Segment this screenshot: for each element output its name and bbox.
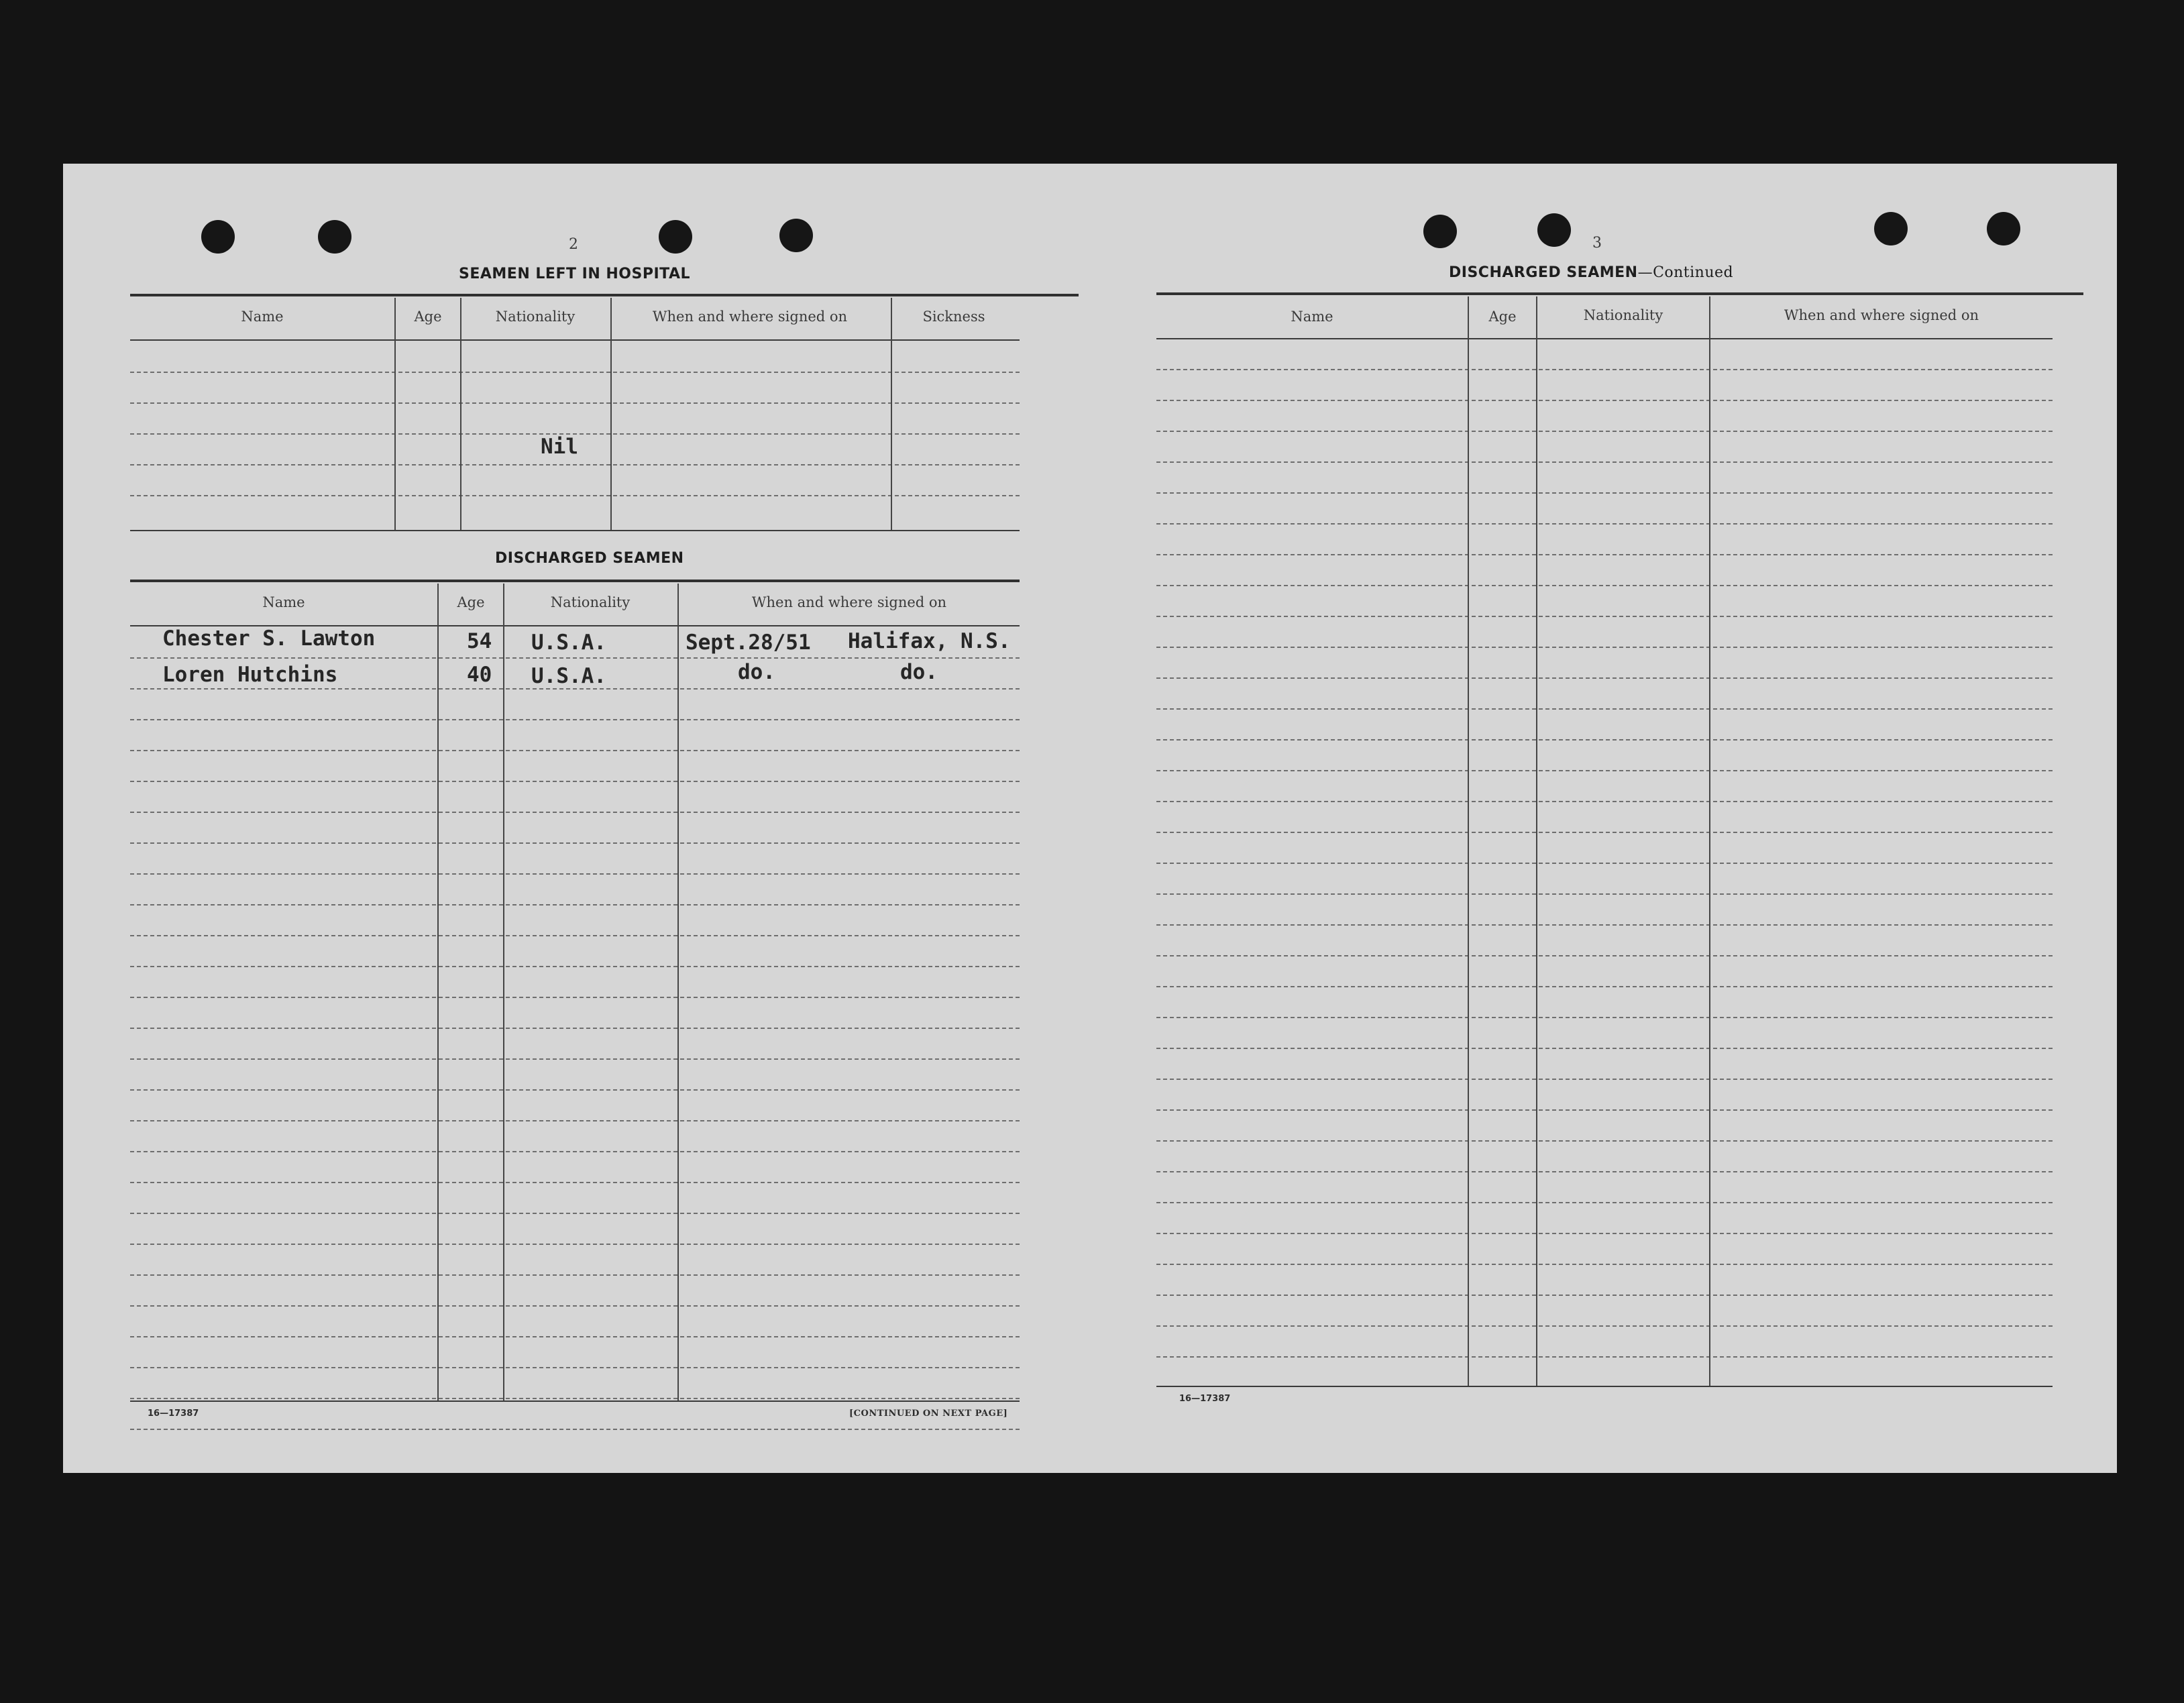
punch-hole [1537, 213, 1571, 247]
hospital-top-rule [130, 294, 1079, 296]
continued-section-title [1449, 264, 1733, 281]
discharged-row-rule [130, 1244, 1020, 1245]
discharged-row-rule [130, 657, 1020, 659]
discharged-row-rule [130, 1058, 1020, 1060]
right-col-divider [1536, 296, 1537, 1386]
right-col-signed-on: When and where signed on [1784, 307, 1979, 323]
hospital-col-divider [394, 298, 396, 530]
right-row-rule [1156, 431, 2053, 432]
right-row-rule [1156, 677, 2053, 679]
seaman-2-name: Loren Hutchins [162, 663, 338, 687]
discharged-row-rule [130, 935, 1020, 936]
hospital-section-title: SEAMEN LEFT IN HOSPITAL [459, 266, 691, 282]
seaman-1-nationality: U.S.A. [531, 630, 606, 655]
right-row-rule [1156, 1171, 2053, 1172]
continued-section-title-suffix: —Continued [1637, 264, 1734, 281]
right-row-rule [1156, 708, 2053, 710]
right-top-rule [1156, 292, 2083, 295]
seaman-1-signed-on-date: Sept.28/51 [686, 630, 811, 655]
discharged-section-title: DISCHARGED SEAMEN [495, 550, 684, 567]
right-row-rule [1156, 1325, 2053, 1327]
hospital-row-rule [130, 372, 1020, 373]
seaman-1-age: 54 [467, 629, 492, 653]
discharged-row-rule [130, 781, 1020, 782]
right-row-rule [1156, 893, 2053, 895]
ledger-sheet [63, 164, 2117, 1473]
discharged-row-rule [130, 688, 1020, 690]
discharged-row-rule [130, 1274, 1020, 1276]
right-row-rule [1156, 647, 2053, 648]
hospital-nil-entry: Nil [541, 435, 578, 459]
discharged-row-rule [130, 1213, 1020, 1214]
right-row-rule [1156, 492, 2053, 494]
right-row-rule [1156, 1079, 2053, 1080]
seaman-1-signed-on-place: Halifax, N.S. [848, 629, 1011, 653]
page-number-right: 3 [1592, 235, 1602, 252]
right-row-rule [1156, 832, 2053, 833]
discharged-row-rule [130, 1151, 1020, 1152]
punch-hole [1423, 215, 1457, 248]
right-header-rule [1156, 338, 2053, 339]
right-row-rule [1156, 369, 2053, 370]
right-col-divider [1468, 296, 1469, 1386]
right-row-rule [1156, 1017, 2053, 1018]
discharged-col-signed-on: When and where signed on [751, 594, 947, 610]
right-row-rule [1156, 955, 2053, 956]
hospital-col-signed-on: When and where signed on [652, 309, 848, 325]
hospital-col-age: Age [414, 309, 442, 325]
hospital-col-divider [891, 298, 892, 530]
discharged-row-rule [130, 1336, 1020, 1337]
discharged-row-rule [130, 966, 1020, 967]
right-col-name: Name [1291, 309, 1333, 325]
seaman-2-age: 40 [467, 663, 492, 687]
seaman-2-signed-on-place: do. [900, 660, 938, 684]
hospital-col-divider [460, 298, 461, 530]
discharged-row-rule [130, 1028, 1020, 1029]
punch-hole [1987, 212, 2020, 245]
discharged-row-rule [130, 904, 1020, 905]
discharged-row-rule [130, 997, 1020, 998]
punch-hole [659, 220, 692, 254]
right-row-rule [1156, 585, 2053, 586]
hospital-row-rule [130, 495, 1020, 496]
discharged-row-rule [130, 873, 1020, 875]
hospital-col-nationality: Nationality [495, 309, 576, 325]
punch-hole [779, 219, 813, 252]
discharged-row-rule [130, 1182, 1020, 1183]
discharged-row-rule [130, 719, 1020, 720]
right-row-rule [1156, 863, 2053, 864]
right-bottom-rule [1156, 1386, 2053, 1387]
page-number-left: 2 [569, 236, 578, 253]
discharged-col-name: Name [262, 594, 305, 610]
form-code-right: 16—17387 [1179, 1394, 1231, 1404]
continued-section-title-main: DISCHARGED SEAMEN [1449, 264, 1638, 281]
right-col-divider [1709, 296, 1710, 1386]
discharged-top-rule [130, 580, 1020, 582]
punch-hole [201, 220, 235, 254]
discharged-row-rule [130, 812, 1020, 813]
right-col-age: Age [1488, 309, 1517, 325]
continued-note: [CONTINUED ON NEXT PAGE] [849, 1409, 1008, 1419]
right-row-rule [1156, 1356, 2053, 1358]
right-row-rule [1156, 400, 2053, 401]
right-col-nationality: Nationality [1583, 307, 1663, 323]
discharged-col-divider [437, 584, 439, 1400]
right-row-rule [1156, 770, 2053, 771]
right-row-rule [1156, 1048, 2053, 1049]
seaman-2-signed-on-date: do. [738, 660, 775, 684]
right-row-rule [1156, 616, 2053, 617]
right-row-rule [1156, 1264, 2053, 1265]
hospital-col-sickness: Sickness [922, 309, 985, 325]
seaman-1-name: Chester S. Lawton [162, 626, 376, 651]
right-row-rule [1156, 924, 2053, 926]
discharged-col-nationality: Nationality [550, 594, 631, 610]
seaman-2-nationality: U.S.A. [531, 664, 606, 688]
punch-hole [1874, 212, 1908, 245]
discharged-row-rule [130, 1089, 1020, 1091]
right-row-rule [1156, 461, 2053, 463]
discharged-row-rule [130, 1398, 1020, 1399]
right-row-rule [1156, 986, 2053, 987]
discharged-row-rule [130, 1367, 1020, 1368]
discharged-col-divider [503, 584, 504, 1400]
hospital-row-rule [130, 464, 1020, 465]
discharged-row-rule [130, 1305, 1020, 1307]
hospital-row-rule [130, 402, 1020, 404]
right-row-rule [1156, 1202, 2053, 1203]
hospital-bottom-rule [130, 530, 1020, 531]
right-row-rule [1156, 523, 2053, 525]
hospital-header-rule [130, 339, 1020, 341]
discharged-row-rule [130, 1120, 1020, 1121]
discharged-col-divider [677, 584, 679, 1400]
right-row-rule [1156, 1140, 2053, 1142]
hospital-col-name: Name [241, 309, 284, 325]
right-row-rule [1156, 1109, 2053, 1111]
right-row-rule [1156, 1233, 2053, 1234]
right-row-rule [1156, 554, 2053, 555]
discharged-row-rule [130, 842, 1020, 844]
discharged-bottom-rule [130, 1400, 1020, 1402]
right-row-rule [1156, 1295, 2053, 1296]
form-code-left: 16—17387 [148, 1409, 199, 1419]
right-row-rule [1156, 801, 2053, 802]
right-row-rule [1156, 739, 2053, 740]
discharged-row-rule [130, 1429, 1020, 1430]
hospital-col-divider [610, 298, 612, 530]
punch-hole [318, 220, 351, 254]
discharged-row-rule [130, 750, 1020, 751]
discharged-col-age: Age [457, 594, 485, 610]
